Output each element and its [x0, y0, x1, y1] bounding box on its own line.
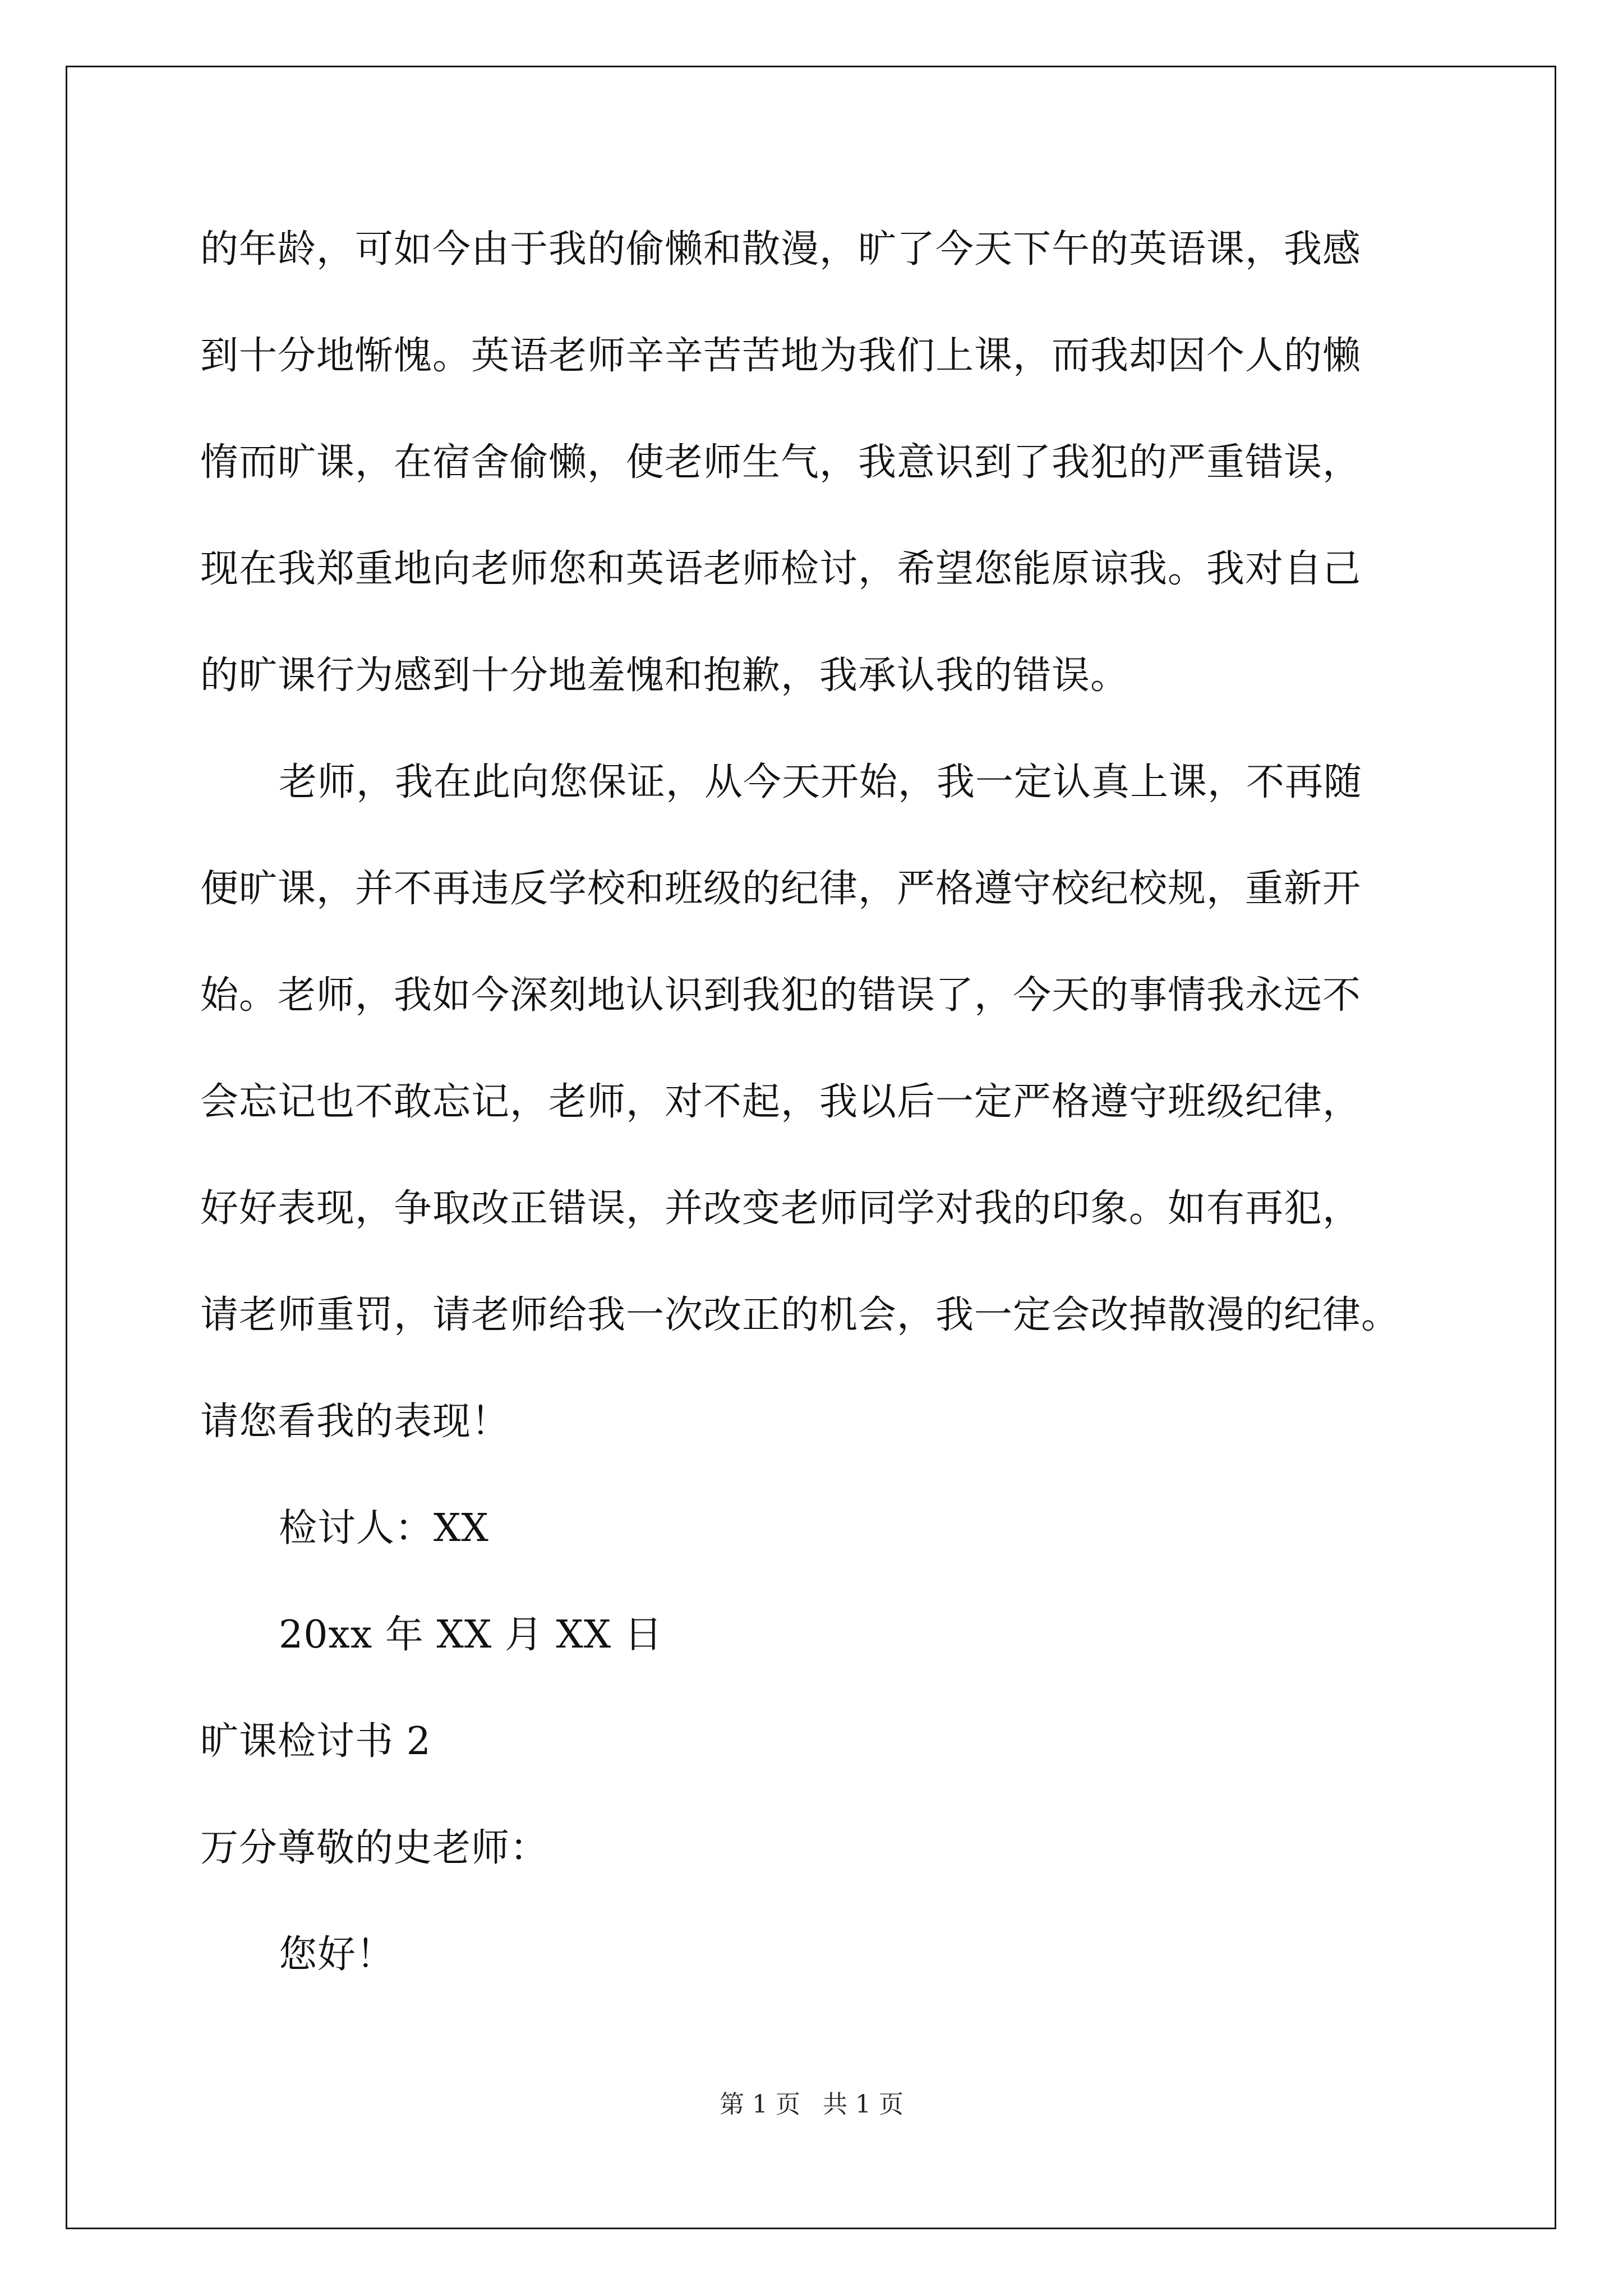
text-line-1: 的年龄，可如今由于我的偷懒和散漫，旷了今天下午的英语课，我感	[200, 227, 1362, 272]
text-line-5: 的旷课行为感到十分地羞愧和抱歉，我承认我的错误。	[200, 654, 1129, 698]
text-line-6: 老师，我在此向您保证，从今天开始，我一定认真上课，不再随	[279, 760, 1363, 804]
signature-line: 检讨人：XX	[279, 1506, 489, 1550]
page-number-current: 第 1 页	[720, 2090, 800, 2119]
text-line-12: 请您看我的表现！	[200, 1400, 510, 1444]
text-line-2: 到十分地惭愧。英语老师辛辛苦苦地为我们上课，而我却因个人的懒	[200, 334, 1362, 378]
page-footer	[0, 2088, 1623, 2122]
text-line-7: 便旷课，并不再违反学校和班级的纪律，严格遵守校纪校规，重新开	[200, 867, 1362, 911]
salutation: 万分尊敬的史老师：	[200, 1826, 549, 1870]
text-line-8: 始。老师，我如今深刻地认识到我犯的错误了，今天的事情我永远不	[200, 973, 1362, 1018]
text-line-9: 会忘记也不敢忘记，老师，对不起，我以后一定严格遵守班级纪律，	[200, 1080, 1362, 1124]
section-title: 旷课检讨书 2	[200, 1719, 431, 1764]
date-line: 20xx 年 XX 月 XX 日	[279, 1613, 663, 1657]
document-body	[200, 219, 1484, 2031]
greeting: 您好！	[279, 1932, 395, 1977]
text-line-11: 请老师重罚，请老师给我一次改正的机会，我一定会改掉散漫的纪律。	[200, 1293, 1400, 1337]
text-line-3: 惰而旷课，在宿舍偷懒，使老师生气，我意识到了我犯的严重错误，	[200, 440, 1362, 485]
page-number-total: 共 1 页	[823, 2090, 903, 2119]
text-line-10: 好好表现，争取改正错误，并改变老师同学对我的印象。如有再犯，	[200, 1186, 1362, 1231]
text-line-4: 现在我郑重地向老师您和英语老师检讨，希望您能原谅我。我对自己	[200, 547, 1362, 591]
